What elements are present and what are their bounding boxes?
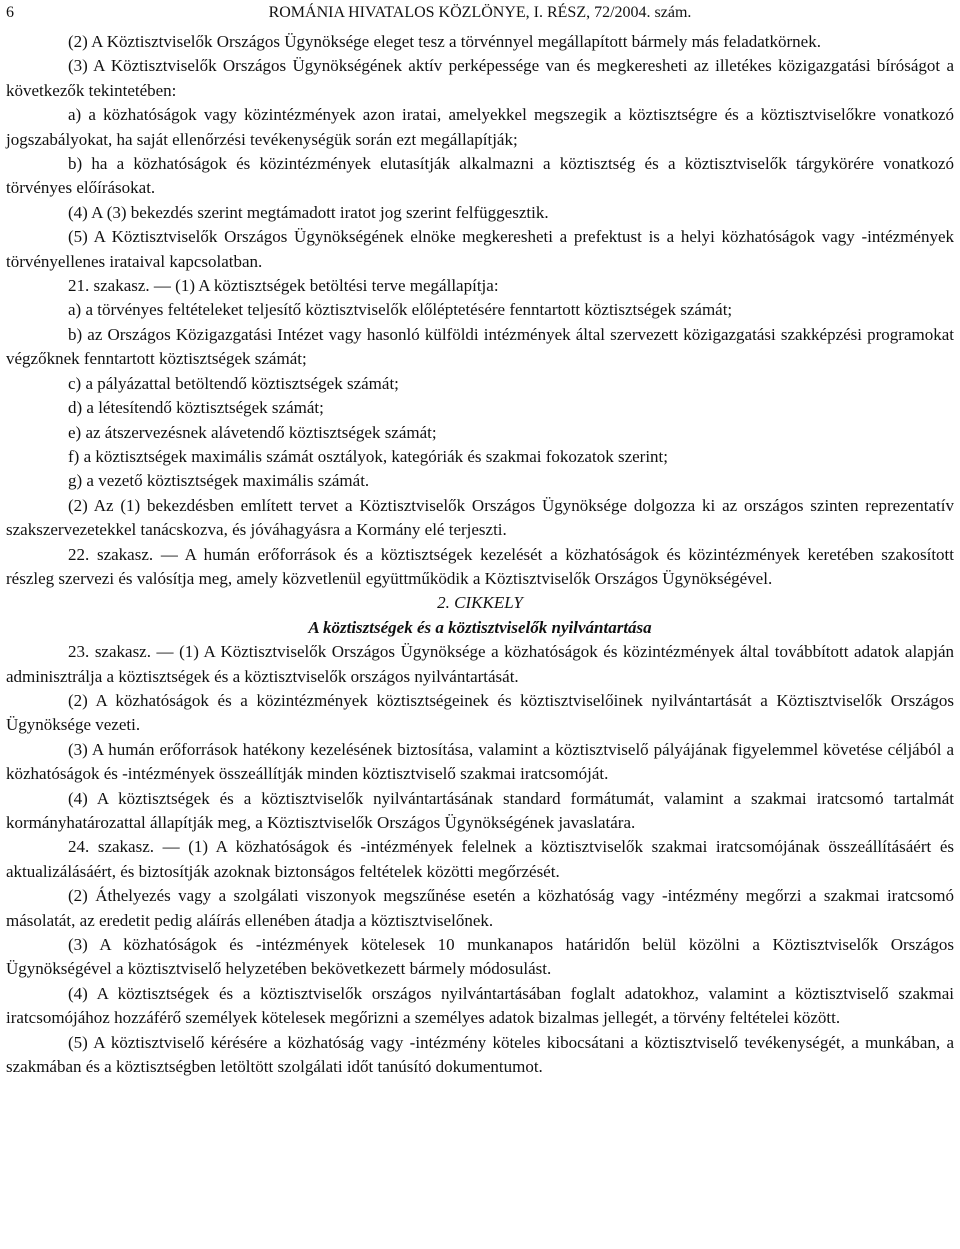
paragraph: e) az átszervezésnek alávetendő köztisztségek számát; bbox=[68, 422, 437, 442]
paragraph: (3) A humán erőforrások hatékony kezelésének biztosítása, valamint a köztisztviselő pályájának figyelemmel követése céljából a közhatóságok és -intézmények összeállítják minden köztisztviselő szakmai iratcsomóját. bbox=[6, 739, 954, 784]
paragraph: a) a közhatóságok vagy közintézmények azon iratai, amelyekkel megszegik a köztisztségre és a köztisztviselőkre vonatkozó jogszabályokat, ha saját ellenőrzési tevékenységük során ezt megállapítják; bbox=[6, 105, 954, 149]
paragraph: (2) Az (1) bekezdésben említett tervet a Köztisztviselők Országos Ügynöksége dolgozza ki az országos szinten reprezentatív szakszervezetekkel tanácskozva, és jóváhagyásra a Kormány elé terjeszti. bbox=[6, 495, 954, 540]
paragraph: (3) A közhatóságok és -intézmények kötelesek 10 munkanapos határidőn belül közölni a Köztisztviselők Országos Ügynökségével a köztisztviselő helyzetében bekövetkezett bármely módosulást. bbox=[6, 935, 954, 979]
document-body bbox=[6, 30, 954, 1079]
paragraph: 22. szakasz. — A humán erőforrások és a köztisztségek kezelését a közhatóságok és közintézmények keretében szakosított részleg szervezi és valósítja meg, amely közvetlenül együttműködik a Köztisztviselők Országos Ügynökségével. bbox=[6, 544, 954, 588]
paragraph: b) ha a közhatóságok és közintézmények elutasítják alkalmazni a köztisztség és a köztisztviselők tárgykörére vonatkozó törvényes előírásokat. bbox=[6, 154, 954, 198]
paragraph: (4) A köztisztségek és a köztisztviselők országos nyilvántartásában foglalt adatokhoz, valamint a köztisztviselő szakmai iratcsomójához hozzáférő személyek kötelesek megőrizni a személyes adatok bizalmas jellegét, a törvény feltételei között. bbox=[6, 983, 954, 1028]
paragraph: a) a törvényes feltételeket teljesítő köztisztviselők előléptetésére fenntartott köztisztségek számát; bbox=[68, 300, 733, 320]
paragraph: f) a köztisztségek maximális számát osztályok, kategóriák és szakmai fokozatok szerint; bbox=[68, 446, 668, 466]
chapter-title: A köztisztségek és a köztisztviselők nyilvántartása bbox=[308, 617, 652, 637]
paragraph: g) a vezető köztisztségek maximális számát. bbox=[68, 471, 370, 491]
paragraph: (5) A Köztisztviselők Országos Ügynökségének elnöke megkeresheti a prefektust is a helyi közhatóságok vagy -intézmények törvényellenes irataival kapcsolatban. bbox=[6, 227, 954, 271]
paragraph: (5) A köztisztviselő kérésére a közhatóság vagy -intézmény köteles kibocsátani a köztisztviselő tevékenységét, a munkában, a szakmában és a köztisztségben letöltött szolgálati időt tanúsító dokumentumot. bbox=[6, 1032, 954, 1077]
paragraph: 21. szakasz. — (1) A köztisztségek betöltési terve megállapítja: bbox=[68, 276, 499, 296]
paragraph: c) a pályázattal betöltendő köztisztségek számát; bbox=[68, 373, 399, 393]
page-number: 6 bbox=[6, 4, 14, 21]
paragraph: (4) A (3) bekezdés szerint megtámadott iratot jog szerint felfüggesztik. bbox=[68, 202, 549, 222]
journal-title: ROMÁNIA HIVATALOS KÖZLÖNYE, I. RÉSZ, 72/2004. szám. bbox=[268, 4, 692, 21]
paragraph: (4) A köztisztségek és a köztisztviselők nyilvántartásának standard formátumát, valamint a szakmai iratcsomó tartalmát kormányhatározattal állapítják meg, a Köztisztviselők Országos Ügynökségének javaslatára. bbox=[6, 788, 954, 832]
paragraph: b) az Országos Közigazgatási Intézet vagy hasonló külföldi intézmények által szervezett közigazgatási szakképzési programokat végzőknek fenntartott köztisztségek számát; bbox=[6, 324, 954, 369]
paragraph: (2) A Köztisztviselők Országos Ügynöksége eleget tesz a törvénnyel megállapított bármely más feladatkörnek. bbox=[68, 32, 821, 51]
paragraph: (2) Áthelyezés vagy a szolgálati viszonyok megszűnése esetén a közhatóság vagy -intézmény megőrzi a szakmai iratcsomó másolatát, az eredetit pedig aláírás ellenében átadja a köztisztviselőnek. bbox=[6, 886, 954, 930]
paragraph: 23. szakasz. — (1) A Köztisztviselők Országos Ügynöksége a közhatóságok és közintézmények által továbbított adatok alapján adminisztrálja a köztisztségek és a köztisztviselők országos nyilvántartását. bbox=[6, 642, 954, 686]
paragraph: (2) A közhatóságok és a közintézmények köztisztségeinek és köztisztviselőinek nyilvántartását a Köztisztviselők Országos Ügynöksége vezeti. bbox=[6, 690, 954, 735]
paragraph: 24. szakasz. — (1) A közhatóságok és -intézmények felelnek a köztisztviselők szakmai iratcsomójának összeállításáért és aktualizálásáért, és biztosítják azoknak biztonságos feltételek közötti megőrzését. bbox=[6, 837, 954, 881]
chapter-number: 2. CIKKELY bbox=[437, 593, 523, 613]
paragraph: (3) A Köztisztviselők Országos Ügynökségének aktív perképessége van és megkeresheti az illetékes közigazgatási bíróságot a következők tekintetében: bbox=[6, 56, 954, 100]
page-header bbox=[6, 4, 954, 30]
paragraph: d) a létesítendő köztisztségek számát; bbox=[68, 398, 324, 418]
